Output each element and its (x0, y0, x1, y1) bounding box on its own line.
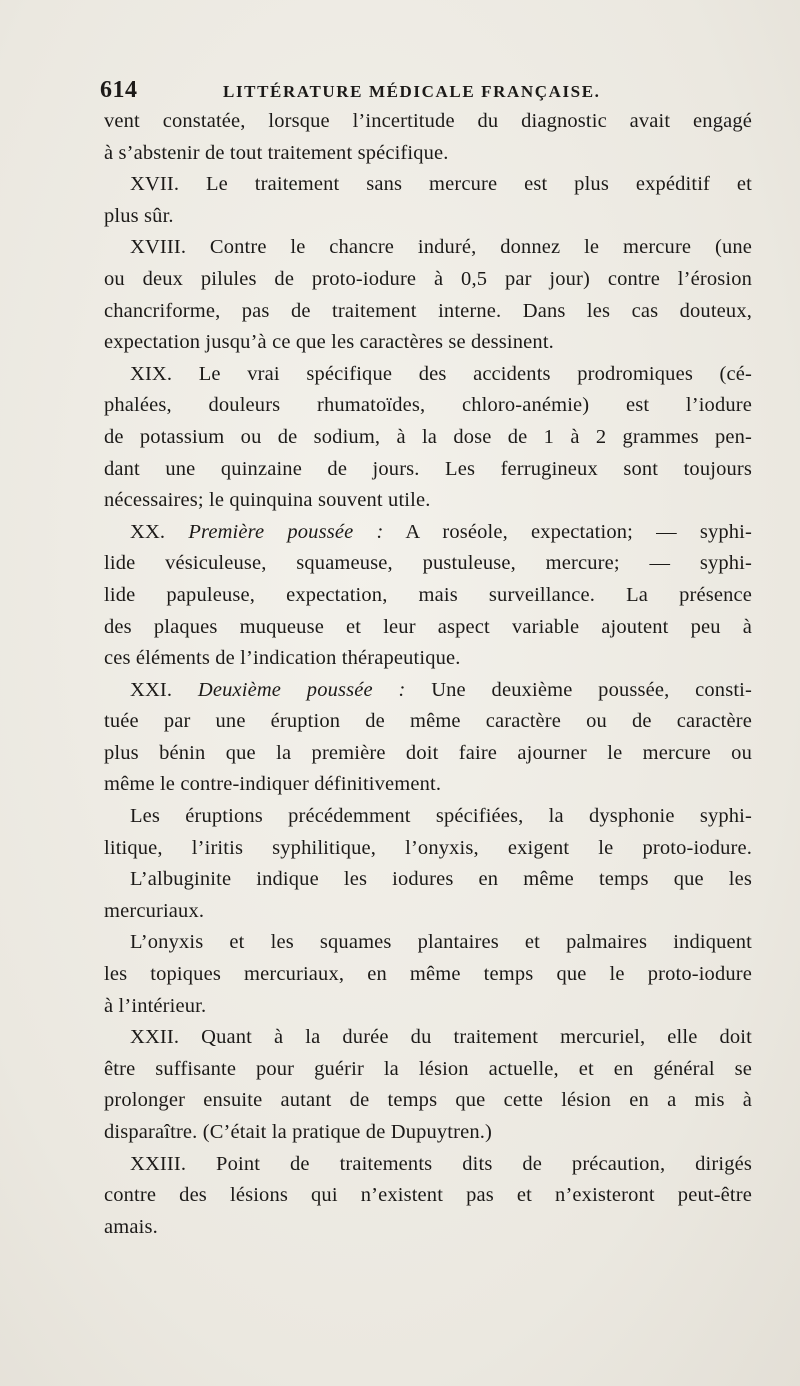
text-line: litique, l’iritis syphilitique, l’onyxis, exigent le proto-iodure. (104, 836, 752, 859)
text-line: contre des lésions qui n’existent pas et n’existeront peut-être (104, 1184, 752, 1207)
page-number: 614 (100, 77, 138, 103)
text-line: des plaques muqueuse et leur aspect variable ajoutent peu à (104, 615, 752, 638)
running-head: LITTÉRATURE MÉDICALE FRANÇAISE. (223, 82, 601, 101)
text-line: XXII. Quant à la durée du traitement mercuriel, elle doit (130, 1026, 752, 1049)
text-line: nécessaires; le quinquina souvent utile. (104, 489, 431, 512)
text-line: mercuriaux. (104, 899, 205, 922)
text-line: Les éruptions précédemment spécifiées, la dysphonie syphi- (130, 805, 752, 828)
text-line: tuée par une éruption de même caractère ou de caractère (104, 710, 752, 733)
text-line: XX. Première poussée : A roséole, expectation; — syphi- (130, 520, 753, 543)
text-line: à l’intérieur. (104, 994, 207, 1017)
text-line: amais. (104, 1215, 158, 1238)
body-text (104, 106, 752, 1243)
text-line: les topiques mercuriaux, en même temps que le proto-iodure (104, 963, 752, 986)
italic-heading: Deuxième poussée : (197, 678, 406, 701)
text-line: dant une quinzaine de jours. Les ferrugineux sont toujours (104, 457, 752, 480)
text-line: prolonger ensuite autant de temps que cette lésion en a mis à (104, 1089, 752, 1112)
text-line: lide papuleuse, expectation, mais surveillance. La présence (104, 583, 752, 606)
text-line: XIX. Le vrai spécifique des accidents prodromiques (cé- (130, 362, 752, 385)
text-line: disparaître. (C’était la pratique de Dupuytren.) (104, 1121, 493, 1143)
text-line: XXI. Deuxième poussée : Une deuxième poussée, consti- (130, 678, 752, 701)
text-line: lide vésiculeuse, squameuse, pustuleuse, mercure; — syphi- (104, 552, 752, 575)
text-line: plus bénin que la première doit faire ajourner le mercure ou (104, 741, 752, 764)
text-line: XVII. Le traitement sans mercure est plus expéditif et (130, 173, 752, 196)
text-line: chancriforme, pas de traitement interne. Dans les cas douteux, (104, 299, 752, 322)
text-line: phalées, douleurs rhumatoïdes, chloro-anémie) est l’iodure (104, 394, 752, 417)
text-line: L’albuginite indique les iodures en même temps que les (130, 868, 752, 891)
page-header (100, 77, 760, 107)
text-line: L’onyxis et les squames plantaires et palmaires indiquent (130, 931, 752, 954)
text-line: ces éléments de l’indication thérapeutique. (104, 647, 461, 670)
text-line: plus sûr. (104, 204, 174, 227)
text-line: vent constatée, lorsque l’incertitude du diagnostic avait engagé (104, 110, 752, 132)
text-line: XXIII. Point de traitements dits de précaution, dirigés (130, 1152, 752, 1175)
text-line: expectation jusqu’à ce que les caractères se dessinent. (104, 331, 554, 354)
text-line: à s’abstenir de tout traitement spécifique. (104, 141, 449, 164)
italic-heading: Première poussée : (188, 520, 384, 543)
text-line: ou deux pilules de proto-iodure à 0,5 par jour) contre l’érosion (104, 267, 752, 290)
text-line: XVIII. Contre le chancre induré, donnez le mercure (une (130, 236, 752, 259)
text-line: être suffisante pour guérir la lésion actuelle, et en général se (104, 1057, 752, 1080)
text-line: de potassium ou de sodium, à la dose de 1 à 2 grammes pen- (104, 425, 752, 448)
text-line: même le contre-indiquer définitivement. (104, 773, 442, 796)
